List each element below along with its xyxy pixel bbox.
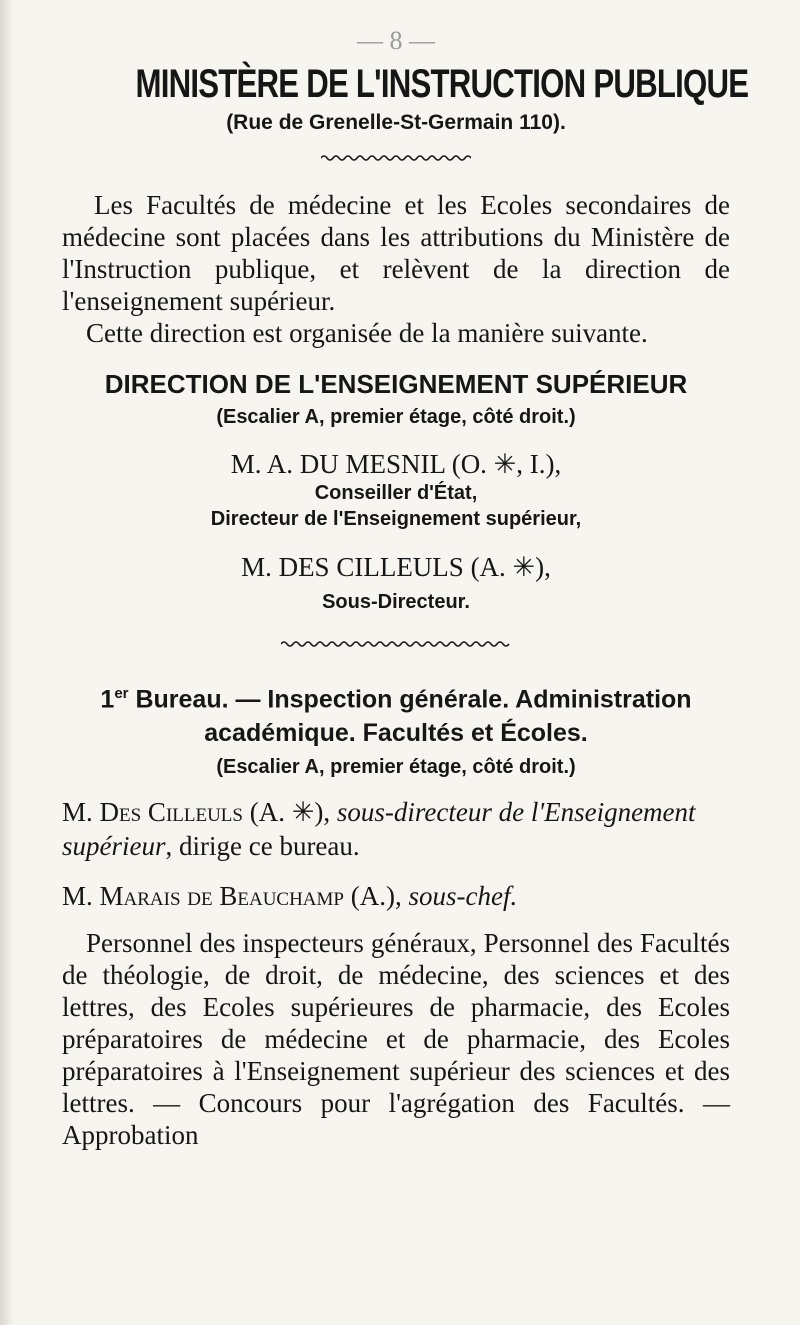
ministry-title: MINISTÈRE DE L'INSTRUCTION PUBLIQUE: [135, 62, 749, 106]
body-paragraph: Personnel des inspecteurs généraux, Personnel des Facultés de théologie, de droit, de médecine, des sciences et des lettres, des Ecoles supérieures de pharmacie, des Ecoles préparatoires de médecine et de pharmacie, des Ecoles préparatoires à l'Enseignement supérieur des sciences et des lettres. — Concours pour l'agrégation des Facultés. — Approbation: [62, 928, 730, 1151]
direction-location: (Escalier A, premier étage, côté droit.): [216, 406, 576, 428]
staff-2-name: Marais de Beauchamp: [99, 881, 344, 912]
bureau-location: (Escalier A, premier étage, côté droit.): [216, 756, 576, 779]
wavy-divider-2: [281, 639, 511, 649]
sub-director-name: M. DES CILLEULS (A. ✳),: [241, 552, 551, 582]
page-number: — 8 —: [357, 26, 435, 55]
staff-2-prefix: M.: [62, 881, 100, 912]
staff-1-prefix: M.: [62, 797, 100, 828]
bureau-title-line-2: académique. Facultés et Écoles.: [204, 719, 588, 748]
page-content: [62, 26, 749, 1151]
director-role-2: Directeur de l'Enseignement supérieur,: [210, 508, 582, 530]
intro-paragraph: Les Facultés de médecine et les Ecoles secondaires de médecine sont placées dans les attributions du Ministère de l'Instruction publique, et relèvent de la direction de l'enseignement supérieur.: [62, 190, 730, 316]
staff-1-suffix: , dirige ce bureau.: [165, 831, 360, 862]
staff-1-role: sous-directeur de l'Enseignement supérieur: [62, 797, 696, 862]
ministry-address: (Rue de Grenelle-St-Germain 110).: [226, 111, 566, 134]
sub-director-role: Sous-Directeur.: [322, 591, 470, 613]
bureau-number-suffix: er: [114, 685, 129, 702]
staff-1-name: Des Cilleuls: [99, 797, 243, 828]
staff-1-decoration: (A. ✳),: [243, 797, 337, 828]
page-edge-shadow: [0, 0, 14, 1325]
organisation-sentence: Cette direction est organisée de la manière suivante.: [86, 318, 648, 348]
direction-heading: DIRECTION DE L'ENSEIGNEMENT SUPÉRIEUR: [104, 369, 688, 399]
bureau-title-line-1: Bureau. — Inspection générale. Administration: [135, 685, 692, 714]
director-role-1: Conseiller d'État,: [314, 482, 478, 504]
staff-entry-1: [62, 795, 730, 863]
bureau-heading-line-1: [62, 677, 730, 716]
staff-2-decoration: (A.),: [344, 881, 409, 912]
staff-entry-2: [62, 879, 730, 913]
wavy-divider: [321, 153, 471, 163]
bureau-heading: [62, 677, 730, 750]
staff-2-role: sous-chef.: [408, 881, 518, 912]
director-name: M. A. DU MESNIL (O. ✳, I.),: [230, 449, 562, 479]
bureau-number: 1: [100, 685, 115, 714]
